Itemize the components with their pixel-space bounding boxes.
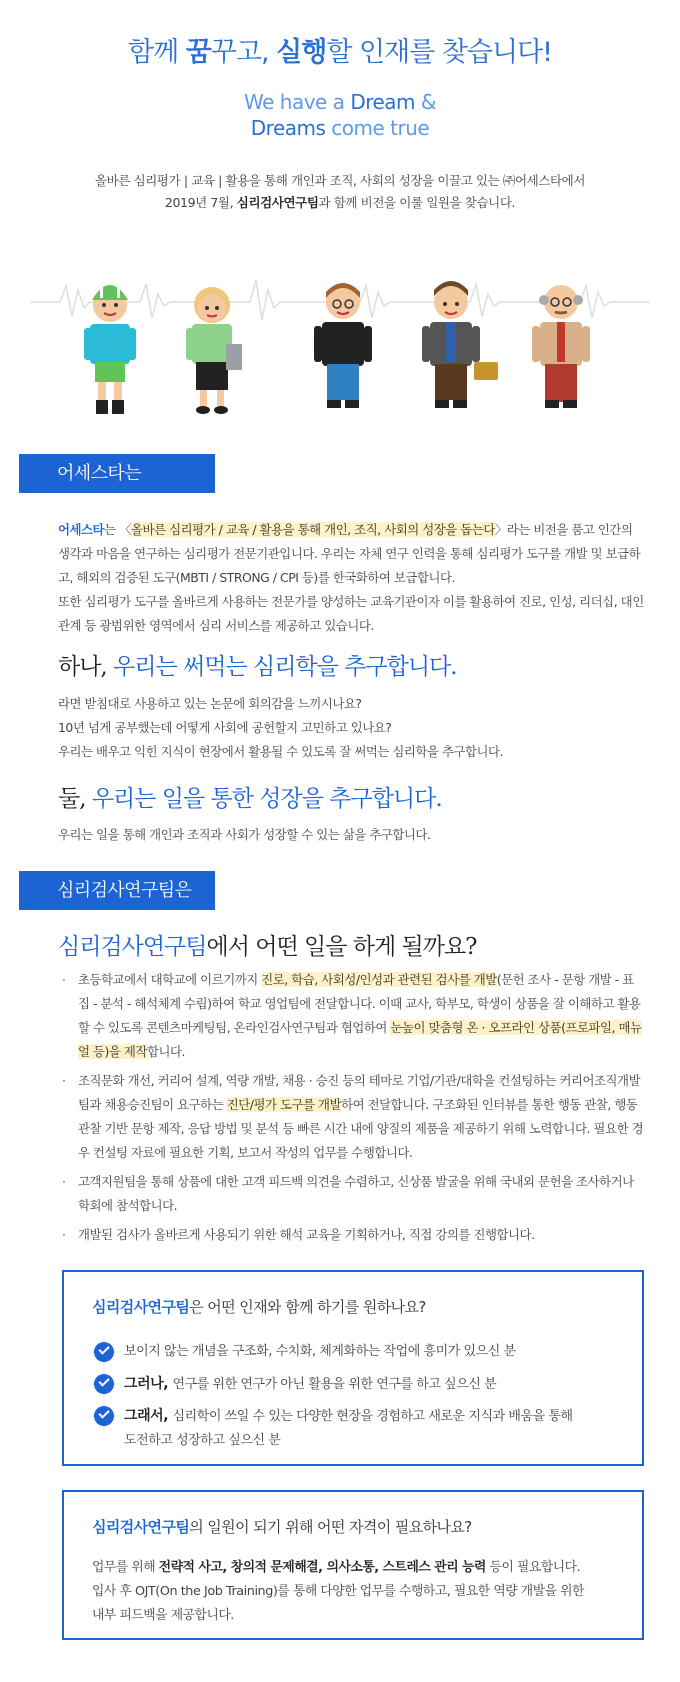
headline-bold-action: 실행: [276, 37, 327, 68]
qualifications-line: 입사 후 OJT(On the Job Training)를 통해 다양한 업무를 수행하고, 필요한 역량 개발을 위한: [92, 1584, 584, 1599]
heading-emphasis: 우리는 일을 통한 성장을 추구합니다.: [91, 786, 442, 812]
person-woman-figure: [186, 287, 242, 414]
criteria-item: [94, 1340, 516, 1364]
list-text: 초등학교에서 대학교에 이르기까지: [78, 972, 262, 987]
paragraph-text: 는 〈: [104, 522, 132, 537]
tagline-text: &: [415, 90, 436, 114]
list-text: 고객지원팀을 통해 상품에 대한 고객 피드백 의견을 수렴하고, 신상품 발굴을 위해 국내외 문헌을 조사하거나 학회에 참석합니다.: [78, 1174, 634, 1213]
body-text: 등이 필요합니다.: [485, 1560, 581, 1575]
tagline-emphasis: Dream: [350, 90, 416, 114]
vision-highlight: 올바른 심리평가 / 교육 / 활용을 통해 개인, 조직, 사회의 성장을 돕는다: [131, 522, 495, 537]
principle-two-body: 우리는 일을 통해 개인과 조직과 사회가 성장할 수 있는 삶을 추구합니다.: [58, 827, 431, 842]
body-line: 우리는 배우고 익힌 지식이 현장에서 활용될 수 있도록 잘 써먹는 심리학을 추구합니다.: [58, 744, 504, 759]
principle-one-heading: [58, 648, 457, 681]
ideal-candidate-title: [92, 1296, 426, 1317]
check-circle-icon: [94, 1374, 114, 1394]
tagline-text: We have a: [244, 90, 351, 114]
list-text: 합니다.: [146, 1044, 186, 1059]
criteria-text: 연구를 위한 연구가 아닌 활용을 위한 연구를 하고 싶으신 분: [172, 1377, 497, 1392]
body-line: 라면 받침대로 사용하고 있는 논문에 회의감을 느끼시나요?: [58, 696, 362, 711]
heading-prefix: 하나,: [58, 654, 114, 680]
list-text: 개발된 검사가 올바르게 사용되기 위한 해석 교육을 기획하거나, 직접 강의를 진행합니다.: [78, 1227, 535, 1242]
assesta-intro-paragraph: [58, 518, 644, 638]
headline-text: 함께: [127, 37, 186, 68]
criteria-bold: 그래서,: [124, 1408, 173, 1424]
intro-text: 과 함께 비전을 이룰 일원을 찾습니다.: [318, 195, 516, 210]
principle-one-body: [58, 692, 644, 764]
list-item: [62, 1223, 644, 1247]
list-text: (문헌 조사 - 문항 개발 - 표집 - 분석 - 해석체계 수립)하여 학교 영업팀에 전달합니다. 이때 교사, 학부모, 학생이 상품을 잘 이해하고 활용할 수 있도록 콘텐츠마케팅팀, 온라인검사연구팀과 협업하여: [78, 972, 641, 1035]
tagline-line2: [0, 116, 680, 140]
list-text: 조직문화 개선, 커리어 설계, 역량 개발, 채용 · 승진 등의 테마로 기업/기관/대학을 컨설팅하는 커리어조직개발팀과 채용승진팀이 요구하는: [78, 1073, 641, 1112]
criteria-item: [94, 1372, 496, 1397]
criteria-text: 심리학이 쓰일 수 있는 다양한 현장을 경험하고 새로운 지식과 배움을 통해: [172, 1409, 573, 1424]
section-label-assesta: 어세스타는: [19, 454, 215, 493]
qualifications-body: [92, 1556, 622, 1628]
intro-line1: 올바른 심리평가 | 교육 | 활용을 통해 개인과 조직, 사회의 성장을 이끌고 있는 ㈜어세스타에서: [94, 173, 586, 188]
qualifications-line: 내부 피드백을 제공합니다.: [92, 1608, 234, 1623]
ideal-candidate-box: [62, 1270, 644, 1466]
tagline-emphasis: Dreams: [250, 116, 326, 140]
principle-two-heading: [58, 780, 442, 813]
check-circle-icon: [94, 1406, 114, 1426]
required-skills: 전략적 사고, 창의적 문제해결, 의사소통, 스트레스 관리 능력: [158, 1560, 486, 1575]
team-name: 심리검사연구팀: [92, 1298, 190, 1316]
intro-text: 2019년 7월,: [164, 195, 237, 210]
list-text: 하여 전달합니다. 구조화된 인터뷰를 통한 행동 관찰, 행동 관찰 기반 문항 제작, 응답 방법 및 분석 등 빠른 시간 내에 양질의 제품을 제공하기 위해 노력합니다. 필요한 경우 컨설팅 자료에 필요한 기획, 보고서 작성의 업무를 수행합니다.: [78, 1097, 644, 1160]
list-item: [62, 1069, 644, 1165]
list-item: [62, 968, 644, 1064]
qualifications-line: [92, 1556, 622, 1580]
person-older-man-figure: [532, 285, 590, 408]
five-people-illustration: [0, 250, 680, 420]
headline-text: 할 인재를 찾습니다!: [326, 37, 552, 68]
duty-highlight: 눈높이 맞춤형 온 · 오프라인 상품(프로파일, 매뉴얼 등)을 제작: [78, 1020, 642, 1059]
body-line: 10년 넘게 공부했는데 어떻게 사회에 공헌할지 고민하고 있나요?: [58, 720, 392, 735]
criteria-text: 보이지 않는 개념을 구조화, 수치화, 체계화하는 작업에 흥미가 있으신 분: [124, 1344, 516, 1359]
tagline-line1: [0, 90, 680, 114]
question-text: 에서 어떤 일을 하게 될까요?: [206, 934, 477, 960]
title-text: 의 일원이 되기 위해 어떤 자격이 필요하나요?: [189, 1518, 472, 1536]
company-name: 어세스타: [58, 522, 105, 537]
heading-prefix: 둘,: [58, 786, 92, 812]
duty-highlight: 진단/평가 도구를 개발: [226, 1097, 342, 1112]
duty-highlight: 진로, 학습, 사회성/인성과 관련된 검사를 개발: [261, 972, 497, 987]
body-text: 업무를 위해: [92, 1560, 159, 1575]
team-duties-list: [62, 968, 644, 1252]
team-work-question: [58, 928, 477, 961]
qualifications-title: [92, 1516, 472, 1537]
section-label-research-team: 심리검사연구팀은: [19, 871, 215, 910]
paragraph-text: 또한 심리평가 도구를 올바르게 사용하는 전문가를 양성하는 교육기관이자 이를 활용하여 진로, 인성, 리더십, 대인관계 등 광범위한 영역에서 심리 서비스를 제공하고 있습니다.: [58, 594, 644, 633]
headline-bold-dream: 꿈: [185, 37, 211, 68]
check-circle-icon: [94, 1342, 114, 1362]
qualifications-box: [62, 1490, 644, 1640]
intro-line2: [0, 192, 680, 214]
criteria-text: 도전하고 성장하고 싶으신 분: [124, 1433, 281, 1448]
title-text: 은 어떤 인재와 함께 하기를 원하나요?: [189, 1298, 426, 1316]
heading-emphasis: 우리는 써먹는 심리학을 추구합니다.: [113, 654, 457, 680]
team-name: 심리검사연구팀: [58, 934, 207, 960]
criteria-bold: 그러나,: [124, 1376, 173, 1392]
page-headline: [0, 30, 680, 69]
paragraph-text: 〉라는 비전을 품고 인간의 생각과 마음을 연구하는 심리평가 전문기관입니다. 우리는 자체 연구 인력을 통해 심리평가 도구를 개발 및 보급하고, 해외의 검증된 도구(MBTI / STRONG / CPI 등)를 한국화하여 보급합니다.: [58, 522, 641, 585]
list-item: [62, 1170, 644, 1218]
team-name: 심리검사연구팀: [92, 1518, 190, 1536]
intro-team-name: 심리검사연구팀: [236, 195, 319, 210]
headline-text: 꾸고,: [210, 37, 277, 68]
criteria-item: [94, 1404, 573, 1453]
tagline-text: come true: [325, 116, 430, 140]
